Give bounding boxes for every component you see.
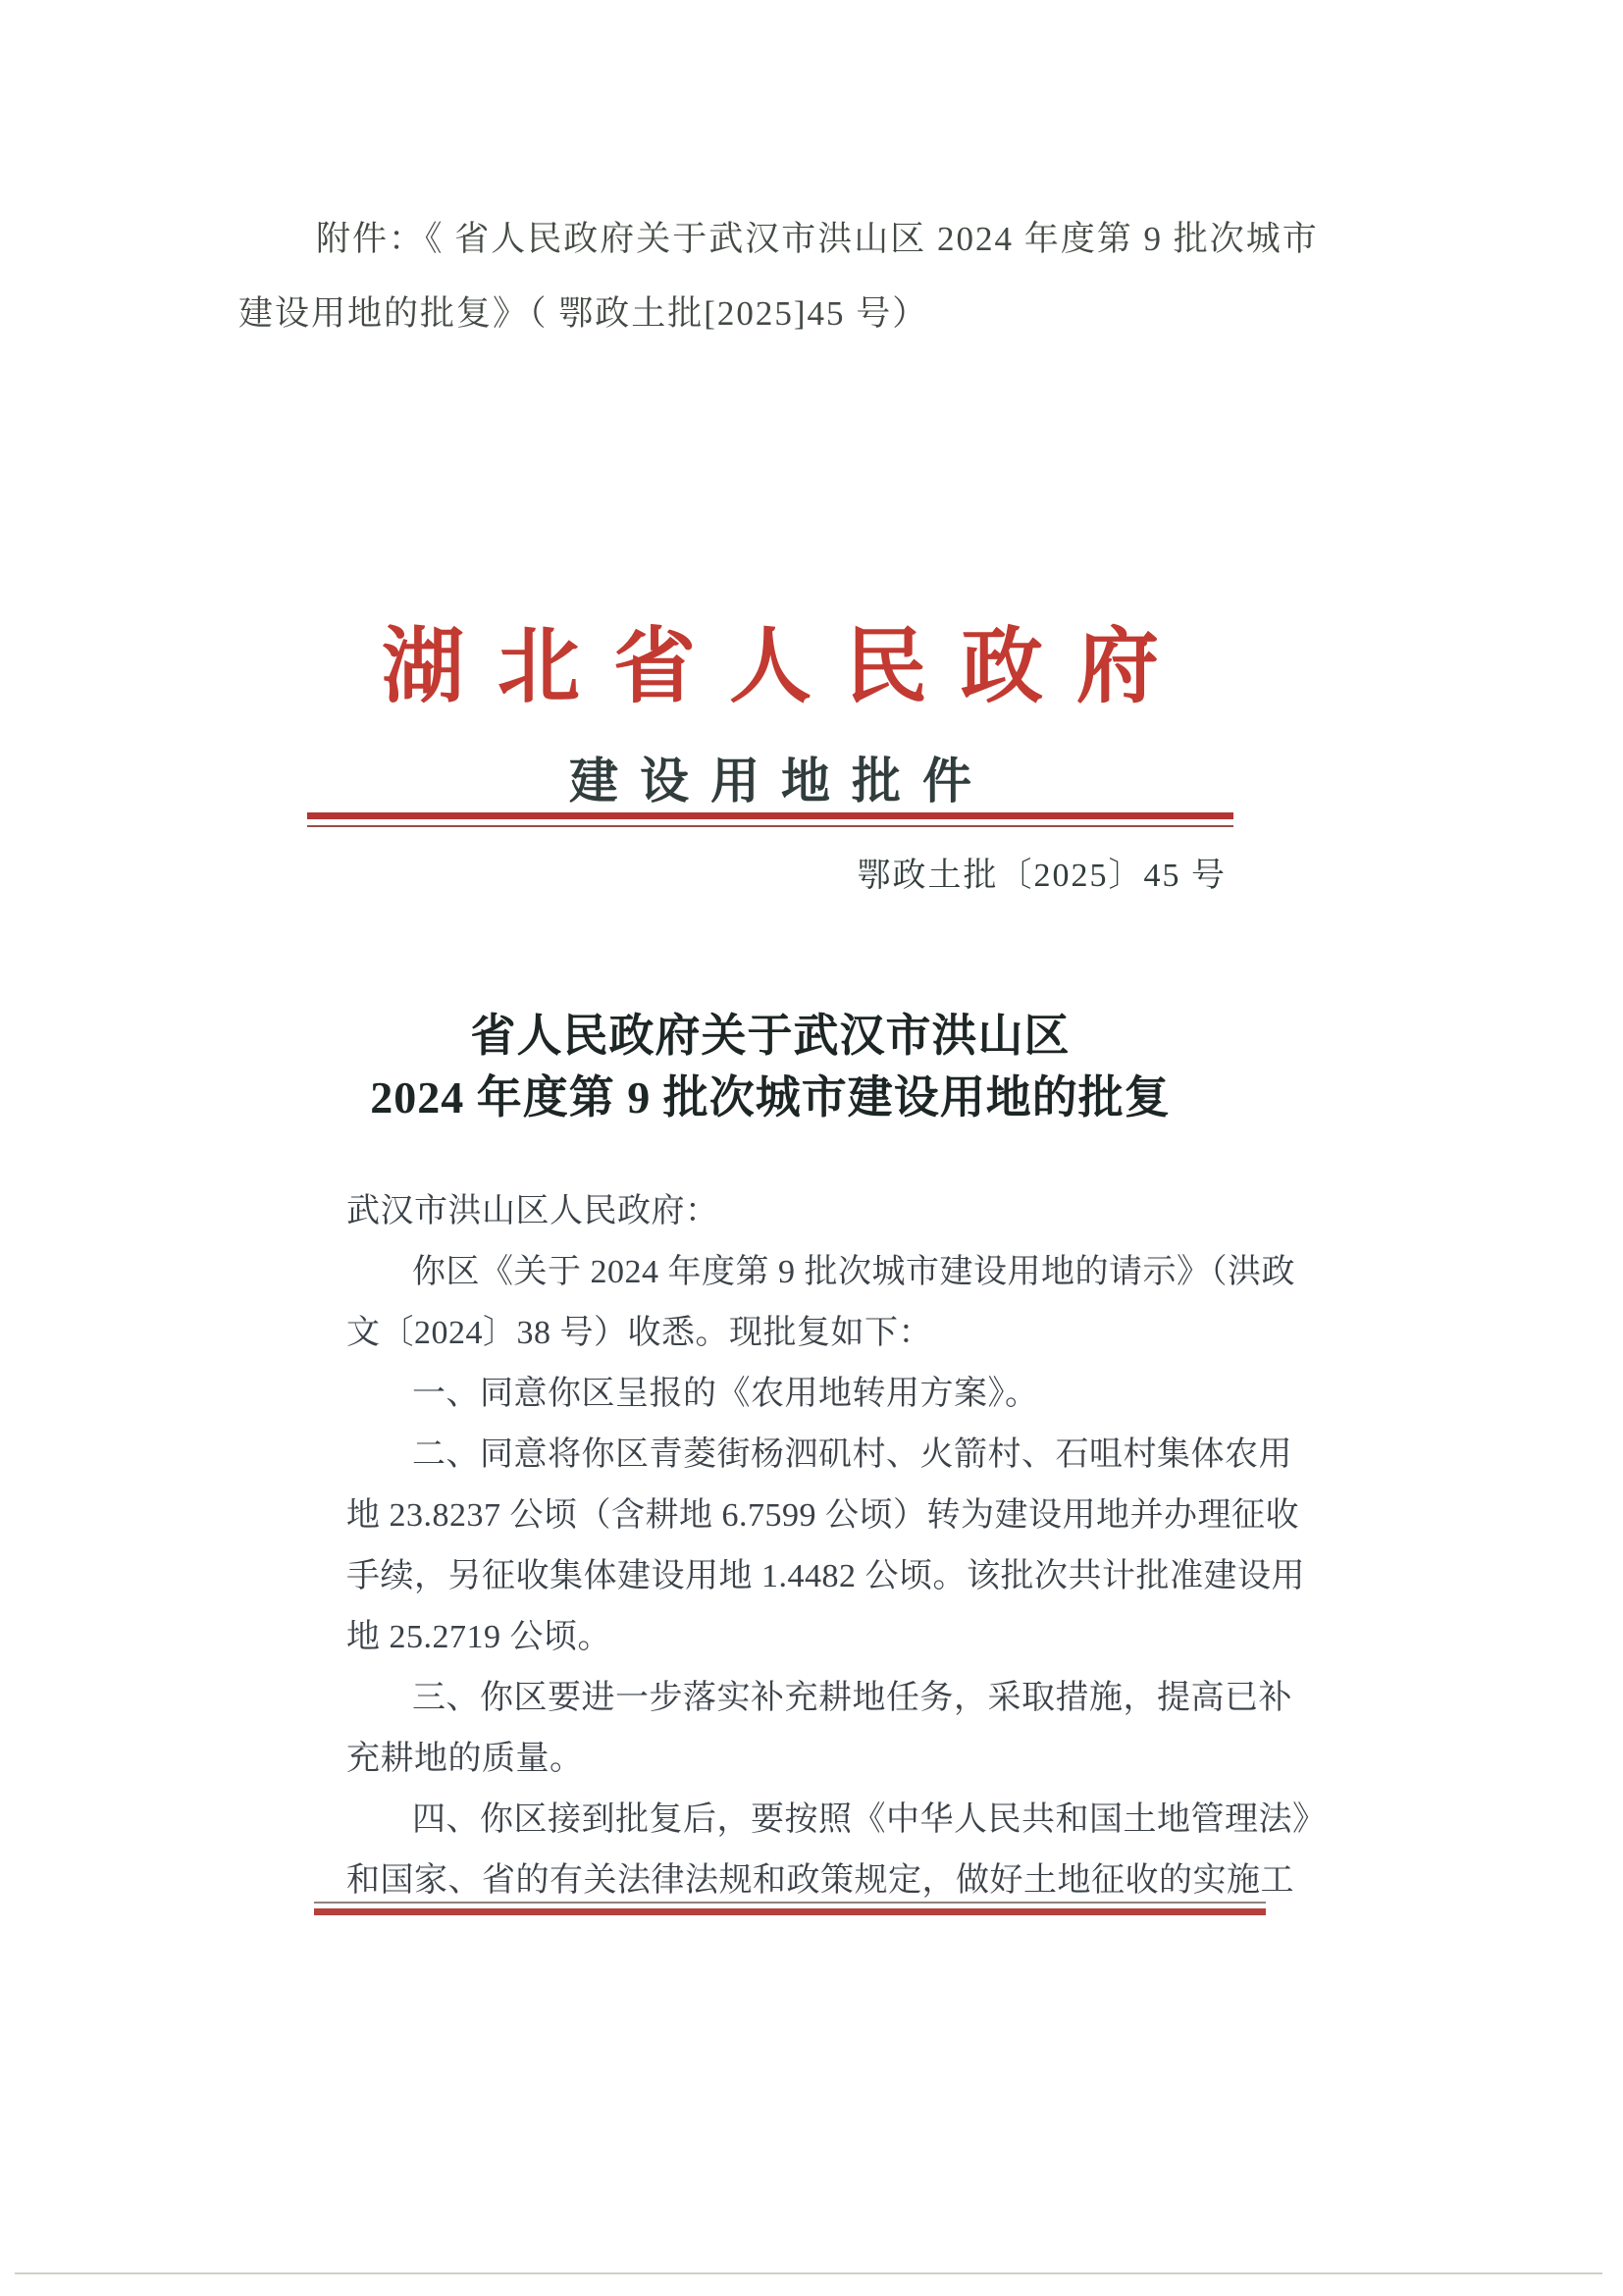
letterhead-org-name: 湖北省人民政府 [381, 622, 1192, 713]
scan-artifact-line [15, 2272, 1602, 2274]
letterhead-divider-thick-line [307, 812, 1233, 819]
document-number: 鄂政土批〔2025〕45 号 [857, 858, 1227, 894]
letterhead-divider [307, 812, 1233, 827]
document-body [346, 1183, 1327, 1913]
body-line: 文〔2024〕38 号）收悉。现批复如下： [346, 1315, 932, 1351]
body-item-1: 一、同意你区呈报的《农用地转用方案》。 [412, 1376, 1039, 1412]
body-salutation: 武汉市洪山区人民政府： [346, 1193, 719, 1229]
document-title [307, 1005, 1233, 1128]
letterhead-doc-type: 建设用地批件 [569, 754, 993, 809]
body-item-3: 三、你区要进一步落实补充耕地任务，采取措施，提高已补 [412, 1680, 1292, 1716]
document-title-line1: 省人民政府关于武汉市洪山区 [470, 1011, 1071, 1061]
body-item-4: 四、你区接到批复后，要按照《中华人民共和国土地管理法》 [412, 1801, 1327, 1838]
document-title-line2: 2024 年度第 9 批次城市建设用地的批复 [370, 1072, 1171, 1122]
body-line: 和国家、省的有关法律法规和政策规定，做好土地征收的实施工 [346, 1862, 1294, 1899]
body-item-2: 二、同意将你区青菱街杨泗矶村、火箭村、石咀村集体农用 [412, 1436, 1292, 1473]
footer-divider [314, 1902, 1266, 1915]
body-line: 地 25.2719 公顷。 [346, 1619, 611, 1655]
letterhead-divider-thin-line [307, 825, 1233, 827]
body-line: 你区《关于 2024 年度第 9 批次城市建设用地的请示》（洪政 [412, 1254, 1295, 1290]
body-line: 地 23.8237 公顷（含耕地 6.7599 公顷）转为建设用地并办理征收 [346, 1497, 1299, 1534]
attachment-note-line2: 建设用地的批复》（ 鄂政土批[2025]45 号） [238, 294, 929, 333]
body-line: 充耕地的质量。 [346, 1741, 584, 1777]
footer-divider-thick-line [314, 1908, 1266, 1915]
attachment-note-line1: 附件：《 省人民政府关于武汉市洪山区 2024 年度第 9 批次城市 [316, 220, 1319, 258]
body-line: 手续，另征收集体建设用地 1.4482 公顷。该批次共计批准建设用 [346, 1558, 1305, 1594]
footer-divider-thin-line [314, 1902, 1266, 1904]
